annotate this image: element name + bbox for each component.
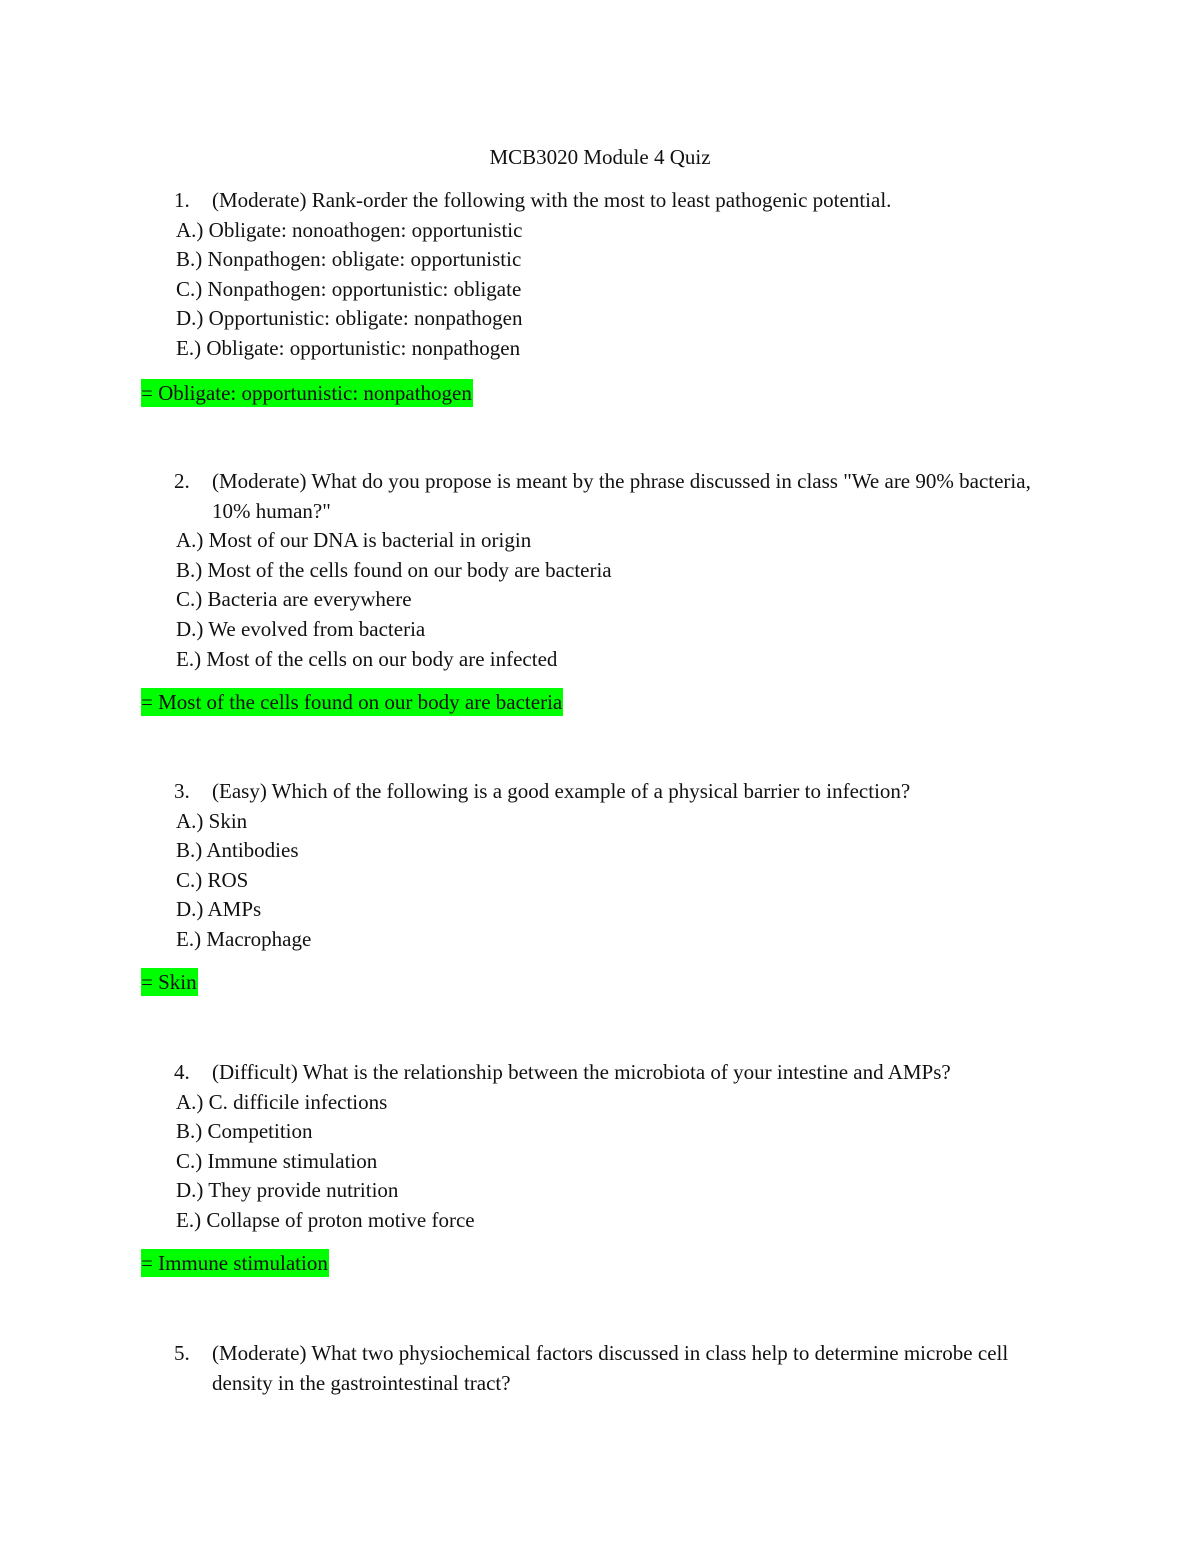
question-4-stem [0, 1058, 1200, 1088]
option-list [0, 807, 1200, 955]
question-4 [0, 1058, 1200, 1236]
option-b: B.) Most of the cells found on our body are bacteria [176, 557, 612, 582]
answer-highlight-4: = Immune stimulation [141, 1251, 328, 1275]
option-e: E.) Macrophage [176, 926, 312, 951]
question-text: (Moderate) What do you propose is meant by the phrase discussed in class "We are 90% bacteria, 10% human?" [212, 469, 1031, 523]
question-text: (Difficult) What is the relationship between the microbiota of your intestine and AMPs? [212, 1060, 951, 1084]
option-d: D.) We evolved from bacteria [176, 616, 426, 641]
option-e: E.) Most of the cells on our body are infected [176, 646, 558, 671]
question-number: 3. [174, 779, 190, 803]
question-2-stem [0, 467, 1200, 526]
question-3 [0, 777, 1200, 955]
option-a: A.) C. difficile infections [176, 1089, 388, 1114]
option-c: C.) Immune stimulation [176, 1148, 378, 1173]
option-d: D.) They provide nutrition [176, 1178, 399, 1203]
option-e: E.) Collapse of proton motive force [176, 1207, 475, 1232]
answer-highlight-3: = Skin [141, 970, 197, 994]
answer-highlight-1: = Obligate: opportunistic: nonpathogen [141, 381, 472, 405]
question-5 [0, 1339, 1200, 1398]
option-list [0, 526, 1200, 674]
question-1 [0, 186, 1200, 364]
option-d: D.) Opportunistic: obligate: nonpathogen [176, 306, 523, 331]
question-text: (Moderate) Rank-order the following with the most to least pathogenic potential. [212, 188, 892, 212]
question-1-stem [0, 186, 1200, 216]
answer-highlight-2: = Most of the cells found on our body are bacteria [141, 690, 563, 714]
option-a: A.) Obligate: nonoathogen: opportunistic [176, 217, 523, 242]
question-number: 1. [174, 188, 190, 212]
option-e: E.) Obligate: opportunistic: nonpathogen [176, 335, 521, 360]
question-2 [0, 467, 1200, 674]
option-a: A.) Skin [176, 808, 248, 833]
question-number: 5. [174, 1341, 190, 1365]
option-c: C.) Nonpathogen: opportunistic: obligate [176, 276, 522, 301]
question-text: (Easy) Which of the following is a good example of a physical barrier to infection? [212, 779, 911, 803]
option-c: C.) ROS [176, 867, 249, 892]
option-b: B.) Antibodies [176, 838, 299, 863]
option-a: A.) Most of our DNA is bacterial in origin [176, 528, 532, 553]
question-3-stem [0, 777, 1200, 807]
option-d: D.) AMPs [176, 897, 262, 922]
option-b: B.) Nonpathogen: obligate: opportunistic [176, 247, 522, 272]
option-list [0, 1088, 1200, 1236]
question-text: (Moderate) What two physiochemical factors discussed in class help to determine microbe cell density in the gastrointestinal tract? [212, 1341, 1009, 1395]
option-b: B.) Competition [176, 1119, 313, 1144]
option-c: C.) Bacteria are everywhere [176, 587, 412, 612]
question-5-stem [0, 1339, 1200, 1398]
question-number: 2. [174, 469, 190, 493]
question-number: 4. [174, 1060, 190, 1084]
document-title: MCB3020 Module 4 Quiz [489, 145, 711, 169]
option-list [0, 216, 1200, 364]
